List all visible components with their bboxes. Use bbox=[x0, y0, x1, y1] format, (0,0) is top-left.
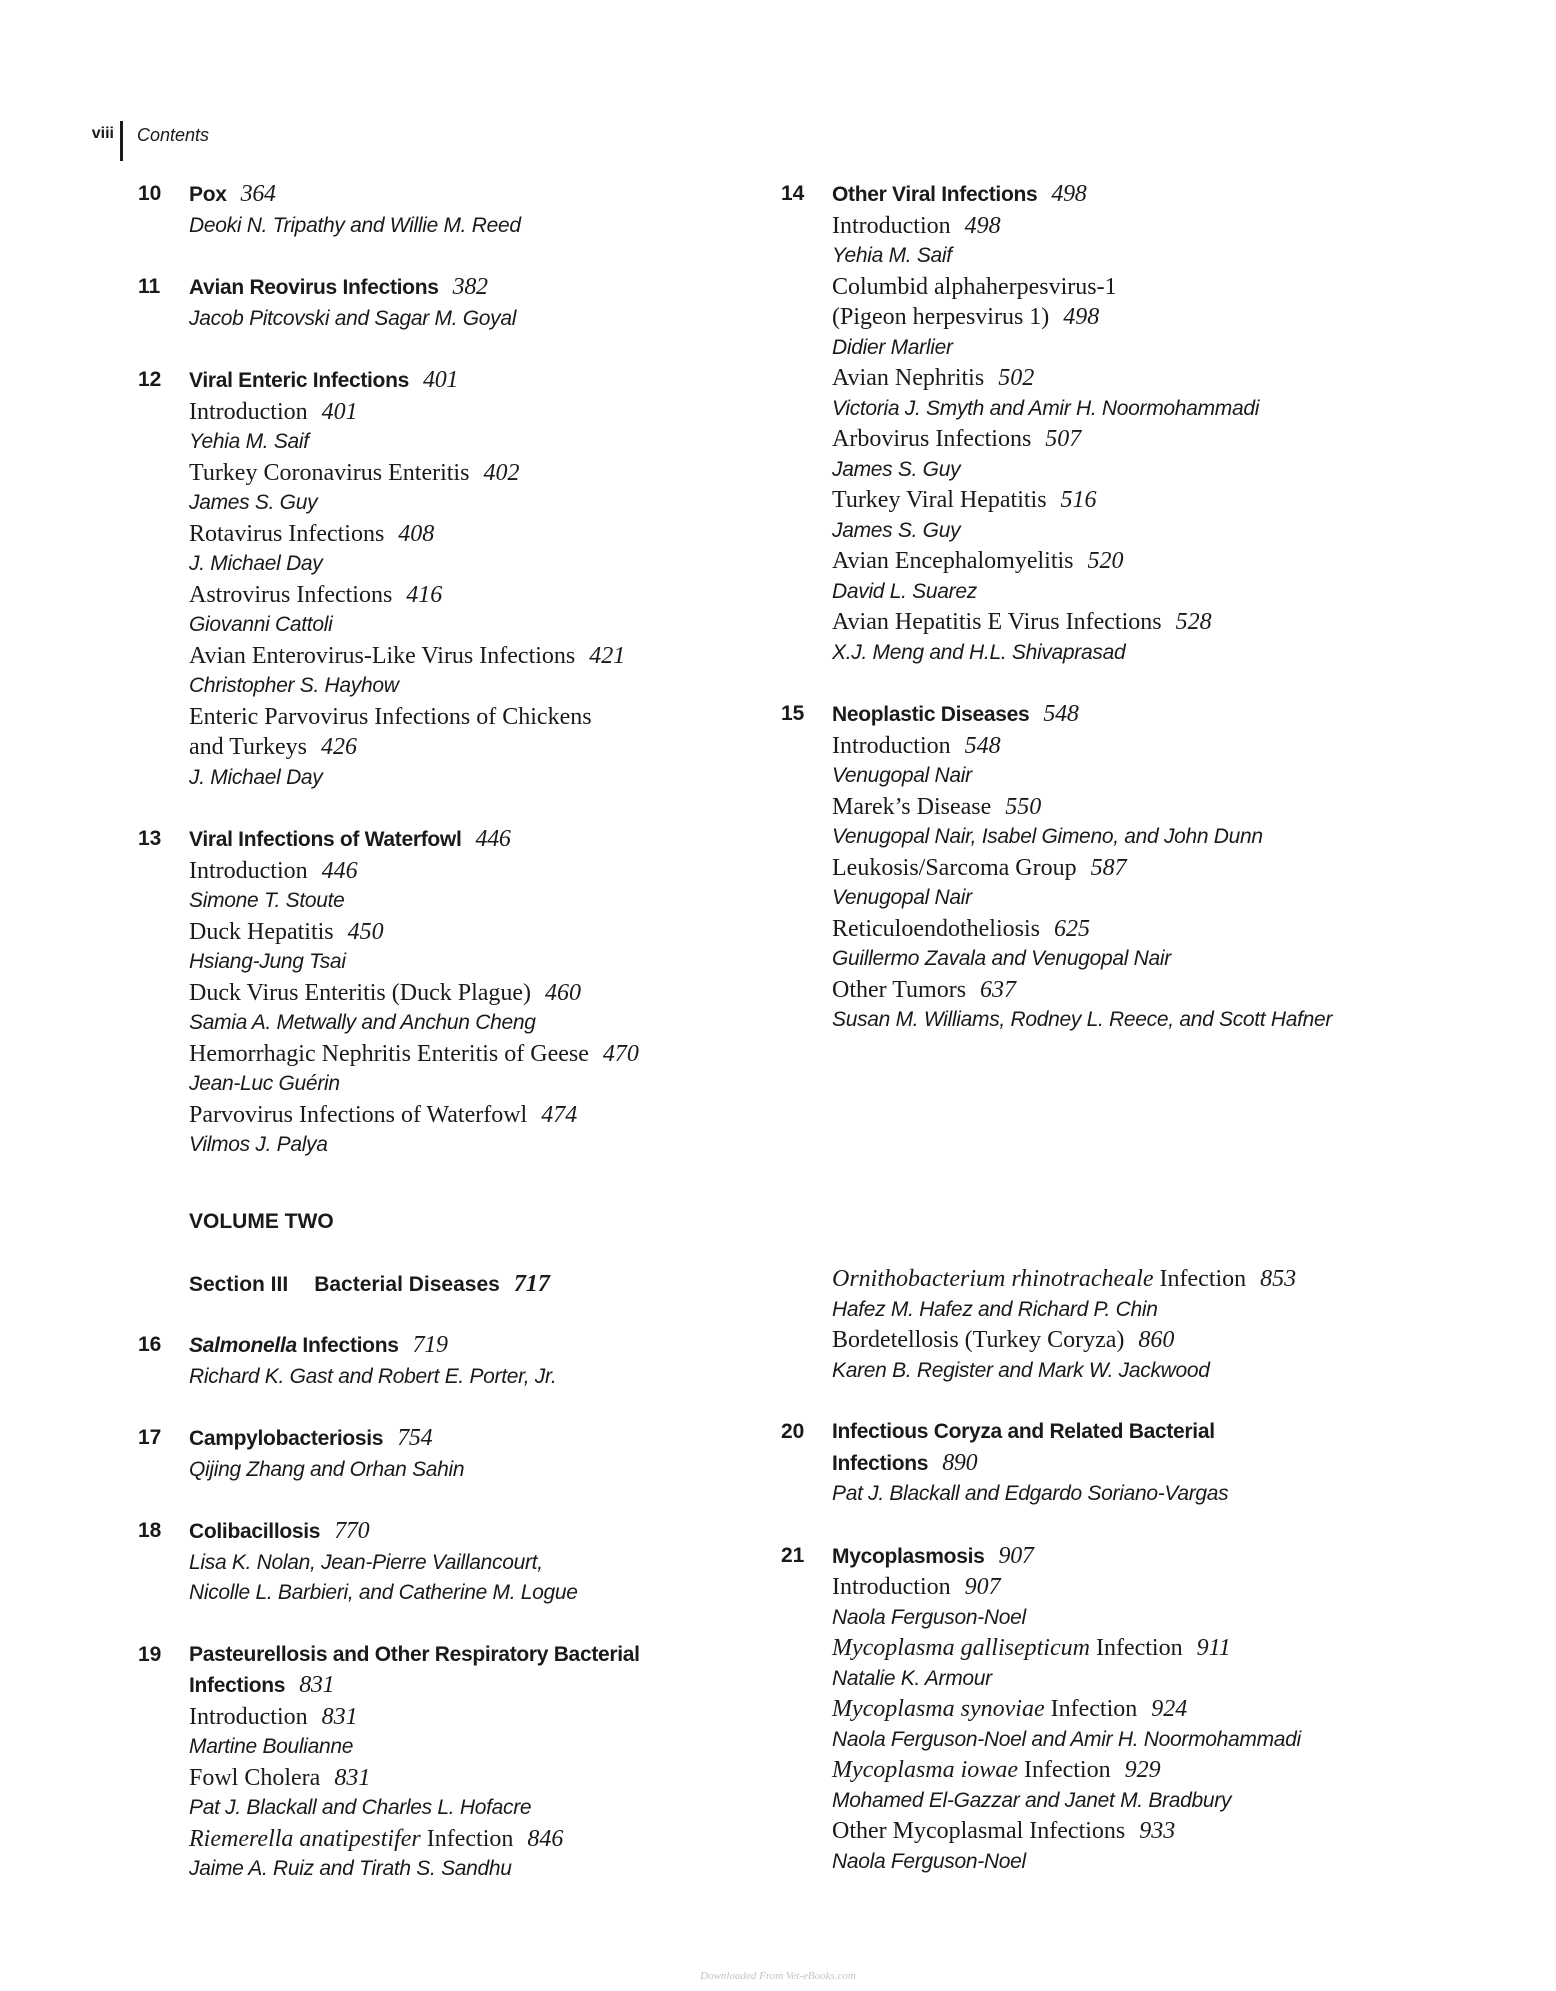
subsection-page: 528 bbox=[1175, 609, 1212, 635]
chapter-page: 382 bbox=[452, 274, 488, 300]
subsection-page: 401 bbox=[321, 398, 358, 425]
chapter-title-continued bbox=[832, 1448, 1552, 1480]
author-line: James S. Guy bbox=[189, 491, 318, 514]
subsection-title bbox=[189, 1100, 909, 1131]
subsection-page: 507 bbox=[1045, 426, 1082, 452]
subsection-title bbox=[832, 1325, 1552, 1356]
subsection-text: Columbid alphaherpesvirus-1 bbox=[832, 273, 1117, 300]
subsection-page: 460 bbox=[545, 979, 582, 1006]
subsection-page: 520 bbox=[1087, 548, 1124, 574]
chapter-number: 18 bbox=[138, 1519, 162, 1542]
author-line: Susan M. Williams, Rodney L. Reece, and Scott Hafner bbox=[832, 1008, 1333, 1031]
toc-column-upper-right bbox=[781, 179, 1552, 1067]
subsection-page: 498 bbox=[964, 212, 1001, 239]
toc-chapter bbox=[781, 1541, 1552, 1878]
subsection-page: 831 bbox=[334, 1764, 371, 1791]
chapter-title-continued bbox=[189, 1670, 909, 1702]
subsection-page: 402 bbox=[483, 459, 520, 486]
author-line: Victoria J. Smyth and Amir H. Noormohammadi bbox=[832, 396, 1260, 420]
section-page: 717 bbox=[513, 1271, 550, 1297]
subsection-page: 416 bbox=[406, 581, 443, 608]
chapter-number: 11 bbox=[138, 275, 161, 298]
subsection-italic: Mycoplasma synoviae bbox=[832, 1696, 1045, 1722]
subsection-title bbox=[832, 731, 1552, 762]
chapter-title-text: Mycoplasmosis bbox=[832, 1544, 985, 1568]
chapter-page: 364 bbox=[240, 181, 276, 207]
author-line: Didier Marlier bbox=[832, 335, 953, 359]
chapter-number: 14 bbox=[781, 182, 805, 205]
author-line: X.J. Meng and H.L. Shivaprasad bbox=[832, 640, 1126, 664]
subsection-text: Turkey Coronavirus Enteritis bbox=[189, 459, 470, 486]
chapter-number: 21 bbox=[781, 1543, 805, 1567]
chapter-page: 446 bbox=[475, 826, 511, 852]
subsection-page: 550 bbox=[1005, 793, 1042, 820]
subsection-title bbox=[832, 792, 1552, 823]
toc-column-upper-left bbox=[138, 179, 909, 1192]
author-line: Mohamed El-Gazzar and Janet M. Bradbury bbox=[832, 1788, 1232, 1812]
subsection-page: 516 bbox=[1060, 487, 1097, 513]
subsection-page: 907 bbox=[964, 1574, 1001, 1600]
subsection-title bbox=[832, 546, 1552, 577]
chapter-title-text: Neoplastic Diseases bbox=[832, 703, 1030, 726]
chapter-number: 15 bbox=[781, 702, 805, 725]
subsection-title bbox=[832, 975, 1552, 1006]
subsection-title bbox=[189, 978, 909, 1009]
subsection-text: Marek’s Disease bbox=[832, 793, 992, 820]
subsection-title bbox=[189, 1763, 909, 1794]
author-line: J. Michael Day bbox=[189, 552, 323, 575]
chapter-number: 20 bbox=[781, 1420, 805, 1443]
chapter-title bbox=[189, 365, 909, 397]
subsection-text: Rotavirus Infections bbox=[189, 520, 385, 547]
volume-heading: VOLUME TWO bbox=[189, 1210, 334, 1233]
subsection-text: Duck Virus Enteritis (Duck Plague) bbox=[189, 979, 532, 1006]
subsection-text: Hemorrhagic Nephritis Enteritis of Geese bbox=[189, 1040, 589, 1067]
chapter-page: 890 bbox=[942, 1449, 978, 1476]
toc-chapter bbox=[138, 1330, 909, 1392]
subsection-page: 853 bbox=[1260, 1266, 1297, 1292]
subsection-text: Enteric Parvovirus Infections of Chickens bbox=[189, 703, 592, 730]
chapter-title bbox=[832, 179, 1552, 211]
subsection-title bbox=[832, 1264, 1552, 1295]
subsection-text: Introduction bbox=[189, 857, 308, 884]
subsection-title bbox=[832, 853, 1552, 884]
subsection-page: 637 bbox=[980, 976, 1017, 1003]
subsection-title bbox=[832, 607, 1552, 638]
subsection-title bbox=[189, 1039, 909, 1070]
chapter-title-text: Pox bbox=[189, 183, 227, 206]
subsection-text: Avian Enterovirus-Like Virus Infections bbox=[189, 642, 576, 669]
chapter-title-text: Campylobacteriosis bbox=[189, 1427, 384, 1450]
subsection-text: Infection bbox=[1017, 1757, 1111, 1783]
author-line: Martine Boulianne bbox=[189, 1735, 354, 1758]
chapter-title bbox=[189, 1640, 909, 1671]
subsection-text: Introduction bbox=[189, 1703, 308, 1730]
author-line: Pat J. Blackall and Edgardo Soriano-Vargas bbox=[832, 1482, 1229, 1505]
chapter-title bbox=[832, 1541, 1552, 1573]
chapter-page: 401 bbox=[423, 367, 459, 393]
subsection-text: Avian Hepatitis E Virus Infections bbox=[832, 609, 1162, 635]
subsection-page: 587 bbox=[1090, 854, 1127, 881]
subsection-text: Duck Hepatitis bbox=[189, 918, 334, 945]
author-line: Naola Ferguson-Noel and Amir H. Noormohammadi bbox=[832, 1727, 1301, 1751]
author-line: James S. Guy bbox=[832, 457, 961, 481]
subsection-italic: Riemerella anatipestifer bbox=[189, 1825, 421, 1852]
subsection-text: Infection bbox=[420, 1825, 514, 1852]
chapter-title bbox=[189, 824, 909, 856]
chapter-number: 17 bbox=[138, 1426, 162, 1449]
subsection-page: 860 bbox=[1138, 1327, 1175, 1353]
subsection-title bbox=[832, 1755, 1552, 1786]
author-line: Jacob Pitcovski and Sagar M. Goyal bbox=[189, 306, 517, 330]
author-line: Yehia M. Saif bbox=[189, 430, 309, 453]
subsection-page: 421 bbox=[589, 642, 626, 669]
subsection-text: Introduction bbox=[832, 1574, 951, 1600]
toc-chapter bbox=[781, 1417, 1552, 1510]
subsection-title bbox=[189, 458, 909, 489]
chapter-title-text: Colibacillosis bbox=[189, 1520, 321, 1543]
subsection-title bbox=[189, 397, 909, 428]
toc-chapter bbox=[138, 1640, 909, 1885]
author-line: Giovanni Cattoli bbox=[189, 613, 333, 636]
subsection-text: Fowl Cholera bbox=[189, 1764, 321, 1791]
chapter-title-text: Avian Reovirus Infections bbox=[189, 276, 439, 299]
subsection-italic: Mycoplasma iowae bbox=[832, 1757, 1018, 1783]
subsection-text: Reticuloendotheliosis bbox=[832, 915, 1040, 942]
subsection-page: 498 bbox=[1063, 304, 1100, 330]
toc-chapter bbox=[781, 179, 1552, 668]
author-line: J. Michael Day bbox=[189, 765, 323, 789]
subsection-title bbox=[189, 732, 909, 763]
subsection-text: Bordetellosis (Turkey Coryza) bbox=[832, 1327, 1125, 1353]
chapter-page: 548 bbox=[1043, 701, 1079, 727]
chapter-title-text: Viral Infections of Waterfowl bbox=[189, 828, 462, 851]
subsection-page: 929 bbox=[1124, 1757, 1161, 1783]
header-rule bbox=[120, 121, 123, 161]
chapter-title-text: Infections bbox=[189, 1674, 286, 1697]
subsection-title bbox=[832, 302, 1552, 333]
chapter-title bbox=[832, 699, 1552, 731]
chapter-title bbox=[189, 1330, 909, 1362]
subsection-page: 911 bbox=[1196, 1635, 1231, 1661]
chapter-title-text: Infections bbox=[296, 1334, 399, 1357]
author-line: Naola Ferguson-Noel bbox=[832, 1849, 1026, 1873]
chapter-number: 12 bbox=[138, 368, 162, 391]
subsection-page: 474 bbox=[541, 1101, 578, 1128]
subsection-title bbox=[832, 1572, 1552, 1603]
chapter-title-text: Pasteurellosis and Other Respiratory Bacterial bbox=[189, 1642, 640, 1666]
subsection-page: 408 bbox=[398, 520, 435, 547]
subsection-title bbox=[832, 1694, 1552, 1725]
author-line: Samia A. Metwally and Anchun Cheng bbox=[189, 1011, 536, 1034]
chapter-page: 498 bbox=[1051, 181, 1087, 207]
chapter-number: 19 bbox=[138, 1642, 162, 1666]
chapter-number: 10 bbox=[138, 182, 162, 205]
subsection-title bbox=[189, 1824, 909, 1855]
author-line: Venugopal Nair bbox=[832, 764, 972, 787]
author-line: Jaime A. Ruiz and Tirath S. Sandhu bbox=[189, 1857, 512, 1880]
chapter-number: 13 bbox=[138, 827, 162, 850]
subsection-title bbox=[832, 272, 1552, 303]
section-label: Section III bbox=[189, 1273, 289, 1296]
subsection-italic: Mycoplasma gallisepticum bbox=[832, 1635, 1090, 1661]
chapter-title bbox=[189, 272, 909, 304]
subsection-text: Infection bbox=[1044, 1696, 1138, 1722]
subsection-text: Leukosis/Sarcoma Group bbox=[832, 854, 1077, 881]
toc-chapter bbox=[781, 699, 1552, 1036]
author-line: Christopher S. Hayhow bbox=[189, 674, 399, 697]
chapter-page: 754 bbox=[397, 1425, 433, 1451]
author-line: Venugopal Nair bbox=[832, 886, 972, 909]
subsection-title bbox=[832, 211, 1552, 242]
page-number: viii bbox=[91, 125, 114, 142]
subsection-italic: Ornithobacterium rhinotracheale bbox=[832, 1266, 1154, 1292]
author-line: Deoki N. Tripathy and Willie M. Reed bbox=[189, 213, 521, 237]
author-line: Karen B. Register and Mark W. Jackwood bbox=[832, 1358, 1210, 1382]
subsection-title bbox=[832, 1816, 1552, 1847]
chapter-title-text: Other Viral Infections bbox=[832, 183, 1038, 206]
subsection-text: (Pigeon herpesvirus 1) bbox=[832, 304, 1050, 330]
author-line: Richard K. Gast and Robert E. Porter, Jr. bbox=[189, 1364, 557, 1388]
toc-column-lower-right bbox=[781, 1264, 1552, 1908]
running-head-title: Contents bbox=[137, 125, 210, 145]
author-line: Naola Ferguson-Noel bbox=[832, 1605, 1026, 1629]
author-line: Venugopal Nair, Isabel Gimeno, and John Dunn bbox=[832, 825, 1263, 848]
author-line: Lisa K. Nolan, Jean-Pierre Vaillancourt, bbox=[189, 1550, 543, 1574]
subsection-title bbox=[832, 424, 1552, 455]
subsection-page: 625 bbox=[1053, 915, 1090, 942]
subsection-title bbox=[832, 1633, 1552, 1664]
toc-chapter bbox=[832, 1264, 1552, 1386]
footer-watermark: Downloaded From Vet-eBooks.com bbox=[700, 1970, 856, 1982]
subsection-title bbox=[832, 485, 1552, 516]
chapter-page: 719 bbox=[412, 1332, 448, 1358]
subsection-page: 470 bbox=[602, 1040, 639, 1067]
section-heading bbox=[189, 1269, 550, 1301]
subsection-text: Avian Encephalomyelitis bbox=[832, 548, 1074, 574]
chapter-title-text: Viral Enteric Infections bbox=[189, 369, 409, 392]
toc-chapter bbox=[138, 272, 909, 334]
chapter-page: 831 bbox=[299, 1672, 335, 1698]
subsection-page: 924 bbox=[1151, 1696, 1188, 1722]
author-line: Hafez M. Hafez and Richard P. Chin bbox=[832, 1297, 1158, 1321]
subsection-title bbox=[189, 856, 909, 887]
chapter-page: 907 bbox=[998, 1542, 1034, 1569]
subsection-text: Infection bbox=[1153, 1266, 1247, 1292]
toc-chapter bbox=[138, 824, 909, 1161]
chapter-title-italic: Salmonella bbox=[189, 1334, 297, 1357]
subsection-page: 933 bbox=[1139, 1818, 1176, 1844]
author-line: Pat J. Blackall and Charles L. Hofacre bbox=[189, 1796, 532, 1819]
chapter-number: 16 bbox=[138, 1333, 162, 1356]
section-name: Bacterial Diseases bbox=[314, 1273, 500, 1296]
chapter-page: 770 bbox=[334, 1518, 370, 1544]
subsection-title bbox=[832, 363, 1552, 394]
author-line: Yehia M. Saif bbox=[832, 244, 952, 267]
subsection-title bbox=[832, 914, 1552, 945]
subsection-title bbox=[189, 641, 909, 672]
chapter-title-text: Infectious Coryza and Related Bacterial bbox=[832, 1420, 1215, 1443]
subsection-title bbox=[189, 519, 909, 550]
subsection-text: Parvovirus Infections of Waterfowl bbox=[189, 1101, 528, 1128]
author-line: Simone T. Stoute bbox=[189, 889, 345, 912]
subsection-text: and Turkeys bbox=[189, 734, 308, 760]
subsection-text: Arbovirus Infections bbox=[832, 426, 1032, 452]
subsection-text: Turkey Viral Hepatitis bbox=[832, 487, 1047, 513]
author-line: Natalie K. Armour bbox=[832, 1666, 992, 1690]
author-line: Jean-Luc Guérin bbox=[189, 1072, 340, 1095]
subsection-title bbox=[189, 917, 909, 948]
author-line: Qijing Zhang and Orhan Sahin bbox=[189, 1457, 465, 1481]
subsection-page: 831 bbox=[321, 1703, 358, 1730]
subsection-page: 426 bbox=[321, 734, 358, 760]
subsection-text: Astrovirus Infections bbox=[189, 581, 393, 608]
subsection-page: 446 bbox=[321, 857, 358, 884]
subsection-title bbox=[189, 580, 909, 611]
author-line: Guillermo Zavala and Venugopal Nair bbox=[832, 947, 1171, 970]
author-line: James S. Guy bbox=[832, 518, 961, 542]
subsection-page: 502 bbox=[998, 365, 1035, 391]
subsection-title bbox=[189, 1702, 909, 1733]
subsection-text: Other Tumors bbox=[832, 976, 967, 1003]
author-line: David L. Suarez bbox=[832, 579, 977, 603]
subsection-text: Introduction bbox=[832, 212, 951, 239]
subsection-text: Avian Nephritis bbox=[832, 365, 985, 391]
subsection-text: Introduction bbox=[832, 732, 951, 759]
subsection-page: 846 bbox=[527, 1825, 564, 1852]
author-line: Hsiang-Jung Tsai bbox=[189, 950, 346, 973]
chapter-title bbox=[832, 1417, 1552, 1448]
subsection-page: 548 bbox=[964, 732, 1001, 759]
chapter-title-text: Infections bbox=[832, 1451, 929, 1475]
subsection-page: 450 bbox=[347, 918, 384, 945]
author-line: Nicolle L. Barbieri, and Catherine M. Logue bbox=[189, 1581, 578, 1604]
author-line: Vilmos J. Palya bbox=[189, 1133, 328, 1156]
subsection-text: Infection bbox=[1089, 1635, 1183, 1661]
subsection-text: Other Mycoplasmal Infections bbox=[832, 1818, 1126, 1844]
subsection-text: Introduction bbox=[189, 398, 308, 425]
